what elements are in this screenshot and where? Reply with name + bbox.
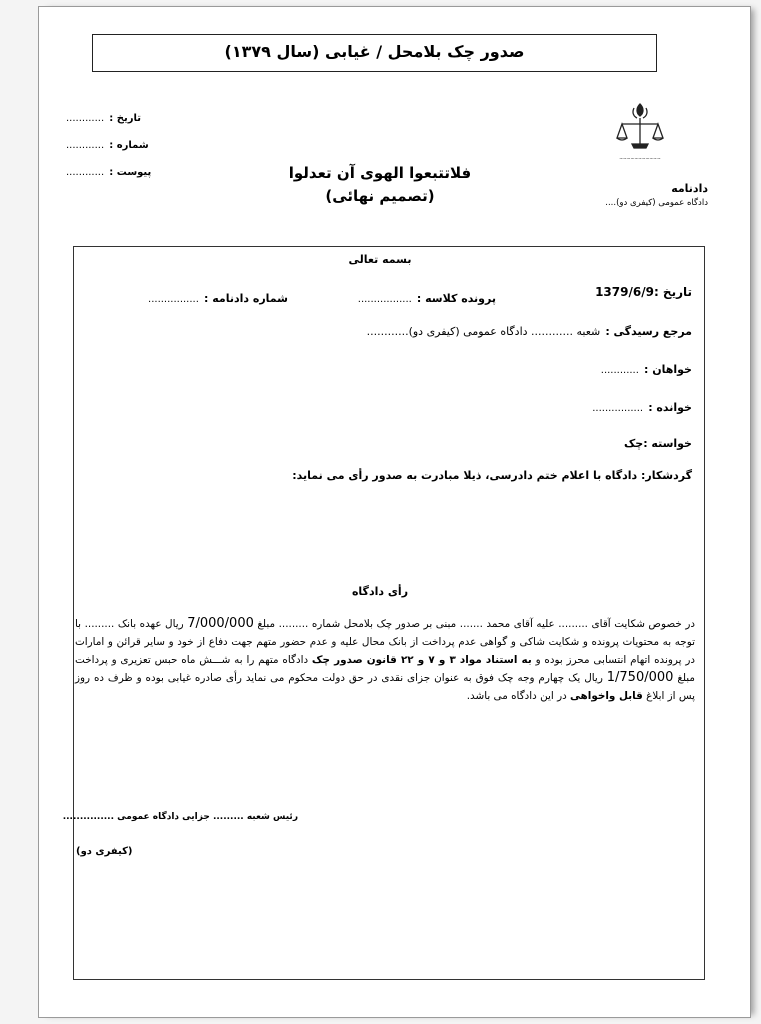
file-dots: .................: [357, 294, 412, 305]
verdict-box: [62, 246, 705, 980]
office-name: دادنامه: [671, 182, 708, 195]
claim-field: [560, 432, 692, 451]
signature-line: رئیس شعبه ......... جزایی دادگاه عمومی ...............: [62, 812, 298, 822]
verdict-appealable: قابل واخواهی: [570, 690, 643, 702]
number-label: شماره :: [109, 140, 149, 151]
plaintiff-field: [560, 358, 692, 377]
verdict-legal-basis: به استناد مواد ۳ و ۷ و ۲۲ قانون صدور چک: [311, 654, 532, 666]
center-subtitle: (تصمیم نهائی): [325, 187, 435, 205]
date-label: تاریخ :: [109, 113, 141, 124]
attachment-field: [66, 160, 151, 179]
svg-text:~~~~~~~~~~~: ~~~~~~~~~~~: [619, 157, 661, 162]
date-field: [66, 106, 141, 125]
proceedings-report: گردشکار: دادگاه با اعلام ختم دادرسی، ذیلا مبادرت به صدور رأی می نماید:: [292, 469, 692, 482]
attachment-dots: ............: [66, 167, 105, 178]
defendant-label: خوانده :: [648, 401, 692, 414]
claim-label: خواسته :: [643, 437, 692, 450]
date-dots: ............: [66, 113, 105, 124]
center-title: فلاتتبعوا الهوی آن تعدلوا: [288, 164, 472, 182]
verdict-text-4: ریال یک چهارم وجه چک فوق به عنوان جزای نقدی در حق دولت محکوم می نماید رأی صادره غیابی بوده و ظرف ده روز پس از ابلاغ: [75, 672, 695, 702]
amount-1: 7/000/000: [187, 616, 254, 631]
reference-label: مرجع رسیدگی :: [605, 325, 692, 338]
claim-value: چک: [623, 437, 644, 450]
document-title: صدور چک بلامحل / غیابی (سال ۱۳۷۹): [92, 34, 657, 72]
number-dots: ............: [66, 140, 105, 151]
plaintiff-label: خواهان :: [644, 363, 692, 376]
file-label: پرونده کلاسه :: [416, 292, 496, 305]
signature-sub: (کیفری دو): [76, 846, 133, 857]
verdict-text-5: در این دادگاه می باشد.: [466, 690, 567, 702]
verdict-heading: رأی دادگاه: [351, 585, 409, 598]
number-field: [66, 133, 149, 152]
verdict-text-1: در خصوص شکایت آقای ......... علیه آقای محمد ....... مبنی بر صدور چک بلامحل شماره ......... مبلغ: [257, 618, 695, 630]
file-number-field: [344, 287, 496, 306]
verdict-number-label: شماره دادنامه :: [203, 292, 288, 305]
verdict-text-3: دادگاه متهم را به شـــش ماه حبس تعزیری و پرداخت مبلغ: [75, 654, 695, 684]
plaintiff-dots: ............: [600, 365, 639, 376]
defendant-field: [560, 396, 692, 415]
office-sub: دادگاه عمومی (کیفری دو)....: [605, 198, 708, 208]
verdict-number-dots: ................: [148, 294, 199, 305]
judiciary-emblem-icon: [614, 100, 666, 170]
basmala: بسمه تعالی: [348, 253, 412, 266]
amount-2: 1/750/000: [606, 670, 674, 685]
verdict-number-field: [134, 287, 288, 306]
verdict-text-2: ریال عهده بانک ......... با توجه به محتویات پرونده و شکایت شاکی و گواهی عدم پرداخت از بانک محال علیه و عدم حضور متهم جهت دفاع از خود و سایر قرائن و امارات در پرونده اتهام انتسابی محرز بوده و: [75, 618, 695, 666]
verdict-date: تاریخ :1379/6/9: [595, 285, 692, 299]
verdict-paragraph: [75, 615, 695, 705]
attachment-label: پیوست :: [109, 167, 152, 178]
reference-value: شعبه ............ دادگاه عمومی (کیفری دو)............: [366, 325, 601, 338]
reference-field: [340, 320, 692, 339]
defendant-dots: ................: [592, 403, 644, 414]
